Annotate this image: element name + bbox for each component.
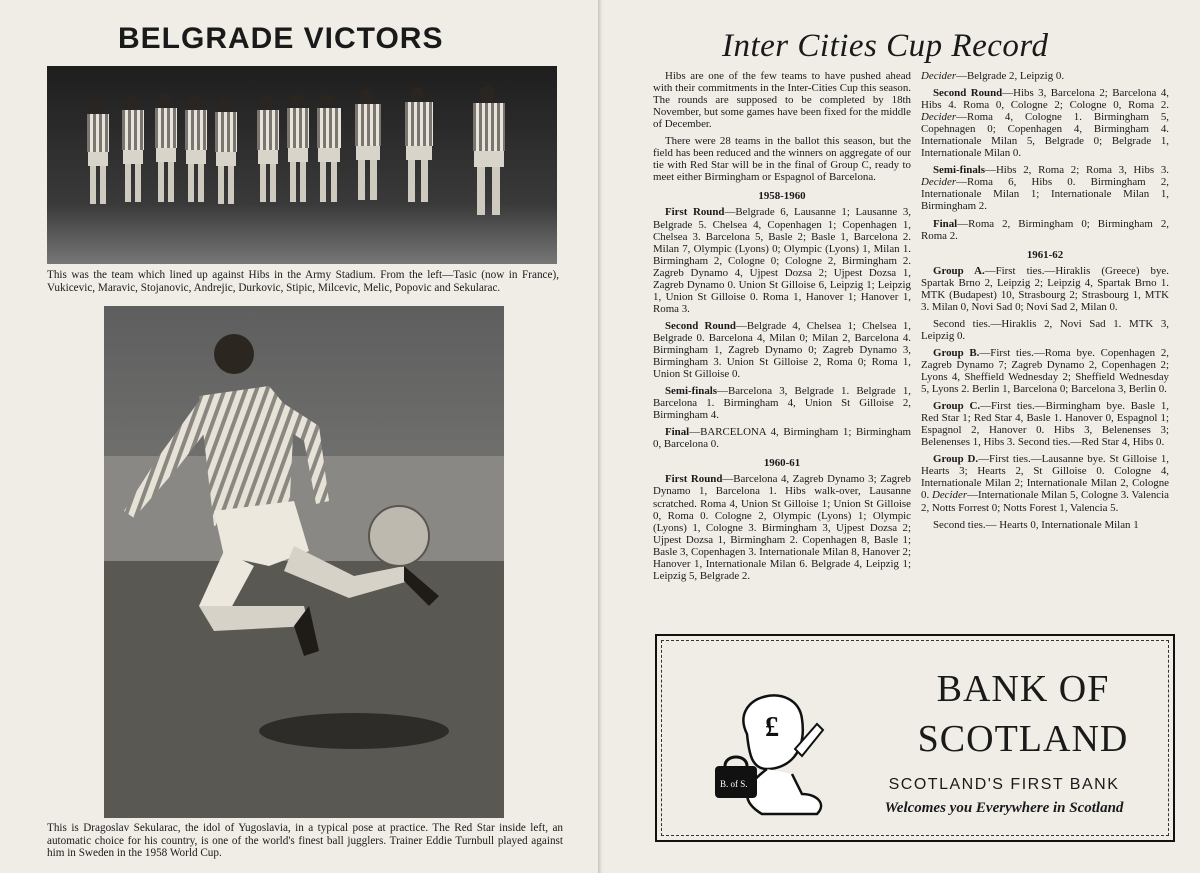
intro-paragraph-2: There were 28 teams in the ballot this season, but the field has been reduced and the winners on aggregate of our tie with Red Star will be in the final of Group C, ready to meet either Birmingham or Espagnol of Barcelona. bbox=[653, 135, 911, 184]
right-page bbox=[604, 0, 1200, 873]
page-title-belgrade-victors: BELGRADE VICTORS bbox=[118, 22, 444, 55]
svg-text:B. of S.: B. of S. bbox=[720, 779, 748, 789]
player-photo-caption: This is Dragoslav Sekularac, the idol of Yugoslavia, in a typical pose at practice. The Red Star inside left, an automatic choice for his country, is one of the world's finest ball jugglers. Trainer Eddie Turnbull played against him in Sweden in the 1958 World Cup. bbox=[47, 822, 563, 860]
record-column-left bbox=[653, 70, 911, 587]
ad-bank-name bbox=[873, 664, 1173, 764]
results-1961-group-a: Group A.—First ties.—Hiraklis (Greece) bye. Spartak Brno 2, Leipzig 2; Leipzig 4, Spartak Brno 1. MTK (Budapest) 10, Strasbourg 2; Strasbourg 1, MTK 3. Milan 0, Novi Sad 0; Novi Sad 2, Milan 0. bbox=[921, 264, 1169, 313]
results-1961-group-c: Group C.—First ties.—Birmingham bye. Basle 1, Red Star 1; Red Star 4, Basle 1. Hanover 0, Espagnol 1; Espagnol 2, Hanover 0. Hibs 3, Belenenses 3; Belenenses 1, Hibs 3. Second ties.—Red Star 4, Hibs 0. bbox=[921, 400, 1169, 449]
svg-text:£: £ bbox=[765, 712, 779, 743]
results-1961-group-a-second: Second ties.—Hiraklis 2, Novi Sad 1. MTK 3, Leipzig 0. bbox=[921, 317, 1169, 342]
results-1961-group-d: Group D.—First ties.—Lausanne bye. St Gilloise 1, Hearts 3; Hearts 2, St Gilloise 0. Cologne 4, Internationale Milan 2; Internationale Milan 2, Cologne 0. Decider—Internationale Milan 5, Cologne 3. Valencia 2, Notts Forrest 0; Notts Forest 1, Valencia 5. bbox=[921, 453, 1170, 514]
ad-welcome: Welcomes you Everywhere in Scotland bbox=[884, 800, 1124, 816]
results-1960-semi-finals: Semi-finals—Hibs 2, Roma 2; Roma 3, Hibs 3. Decider—Roma 6, Hibs 0. Birmingham 2, Internationale Milan 1; Internationale Milan 1, Birmingham 2. bbox=[921, 164, 1169, 213]
results-1960-first-round: First Round—Barcelona 4, Zagreb Dynamo 3; Zagreb Dynamo 1, Barcelona 1. Hibs walk-over, Lausanne scratched. Roma 4, Union St Gilloise 1; Union St Gilloise 0, Roma 0. Cologne 2, Olympic (Lyons) 1; Olympic (Lyons) 1, Cologne 3. Birmingham 3, Ujpest Dozsa 2; Ujpest Dozsa 1, Birmingham 2. Copenhagen 8, Basle 1; Basle 3, Copenhagen 3. Internationale Milan 8, Hanover 2; Hanover 1, Internationale Milan 6. Belgrade 4, Leipzig 1; Leipzig 5, Belgrade 2. bbox=[653, 473, 911, 582]
player-photo bbox=[104, 306, 504, 818]
season-heading-1958-60: 1958-1960 bbox=[758, 190, 806, 203]
bank-of-scotland-advert bbox=[655, 634, 1175, 842]
results-1958-semi-finals: Semi-finals—Barcelona 3, Belgrade 1. Belgrade 1, Barcelona 1. Birmingham 4, Union St Gilloise 2, Birmingham 4. bbox=[653, 385, 911, 422]
ad-bank-line-1: BANK OF bbox=[936, 668, 1110, 710]
results-1961-group-b: Group B.—First ties.—Roma bye. Copenhagen 2, Zagreb Dynamo 7; Zagreb Dynamo 2, Copenhagen 2; Lyons 4, Sheffield Wednesday 2; Sheffield Wednesday 5, Lyons 2. Berlin 1, Barcelona 0; Barcelona 3, Berlin 0. bbox=[921, 346, 1169, 396]
results-1960-first-round-cont: Decider—Belgrade 2, Leipzig 0. bbox=[921, 70, 1065, 82]
results-1958-second-round: Second Round—Belgrade 4, Chelsea 1; Chelsea 1, Belgrade 0. Barcelona 4, Milan 0; Milan 2, Barcelona 4. Birmingham 1, Zagreb Dynamo 0; Zagreb Dynamo 3, Birmingham 3. Union St Gilloise 2, Roma 0; Roma 1, Union St Gilloise 0. bbox=[653, 319, 911, 381]
season-heading-1961-62: 1961-62 bbox=[1026, 248, 1064, 261]
page-title-inter-cities-cup-record: Inter Cities Cup Record bbox=[722, 28, 1049, 64]
results-1958-first-round: First Round—Belgrade 6, Lausanne 1; Lausanne 3, Belgrade 5. Chelsea 4, Copenhagen 1; Copenhagen 1, Chelsea 3. Barcelona 5, Basle 2; Basle 1, Barcelona 2. Milan 7, Olympic (Lyons) 0; Olympic (Lyons) 1, Milan 1. Birmingham 2, Cologne 0; Cologne 2, Birmingham 2. Zagreb Dynamo 4, Ujpest Dozsa 2; Ujpest Dozsa 1, Zagreb Dynamo 0. Union St Gilloise 6, Leipzig 1; Leipzig 1, Union St Gilloise 0. Roma 1, Hanover 1; Hanover 1, Roma 3. bbox=[653, 206, 911, 315]
ad-tagline: SCOTLAND'S FIRST BANK bbox=[888, 776, 1120, 793]
results-1960-final: Final—Roma 2, Birmingham 0; Birmingham 2, Roma 2. bbox=[921, 217, 1169, 242]
ad-bank-line-2: SCOTLAND bbox=[917, 718, 1129, 760]
team-photo-caption: This was the team which lined up against Hibs in the Army Stadium. From the left—Tasic (now in France), Vukicevic, Maravic, Stojanovic, Andrejic, Durkovic, Stipic, Milcevic, Melic, Popovic and Sekularac. bbox=[47, 269, 559, 294]
team-photo bbox=[47, 66, 557, 264]
results-1960-second-round: Second Round—Hibs 3, Barcelona 2; Barcelona 4, Hibs 4. Roma 0, Cologne 2; Cologne 0, Roma 2. Decider—Roma 4, Cologne 1. Birmingham 5, Copehnagen 0; Copenhagen 4, Birmingham 4. Internationale Milan 5, Belgrade 0; Belgrade 1, Internationale Milan 0. bbox=[921, 87, 1169, 160]
intro-paragraph-1: Hibs are one of the few teams to have pushed ahead with their commitments in the Inter-Cities Cup this season. The rounds are supposed to be completed by 18th November, but some games have been fixed for the middle of December. bbox=[653, 70, 911, 131]
record-column-right bbox=[921, 70, 1169, 536]
results-1958-final: Final—BARCELONA 4, Birmingham 1; Birmingham 0, Barcelona 0. bbox=[653, 426, 911, 451]
results-1961-group-d-second: Second ties.— Hearts 0, Internationale Milan 1 bbox=[933, 518, 1139, 531]
bank-mascot-icon bbox=[707, 674, 837, 824]
season-heading-1960-61: 1960-61 bbox=[763, 457, 801, 470]
